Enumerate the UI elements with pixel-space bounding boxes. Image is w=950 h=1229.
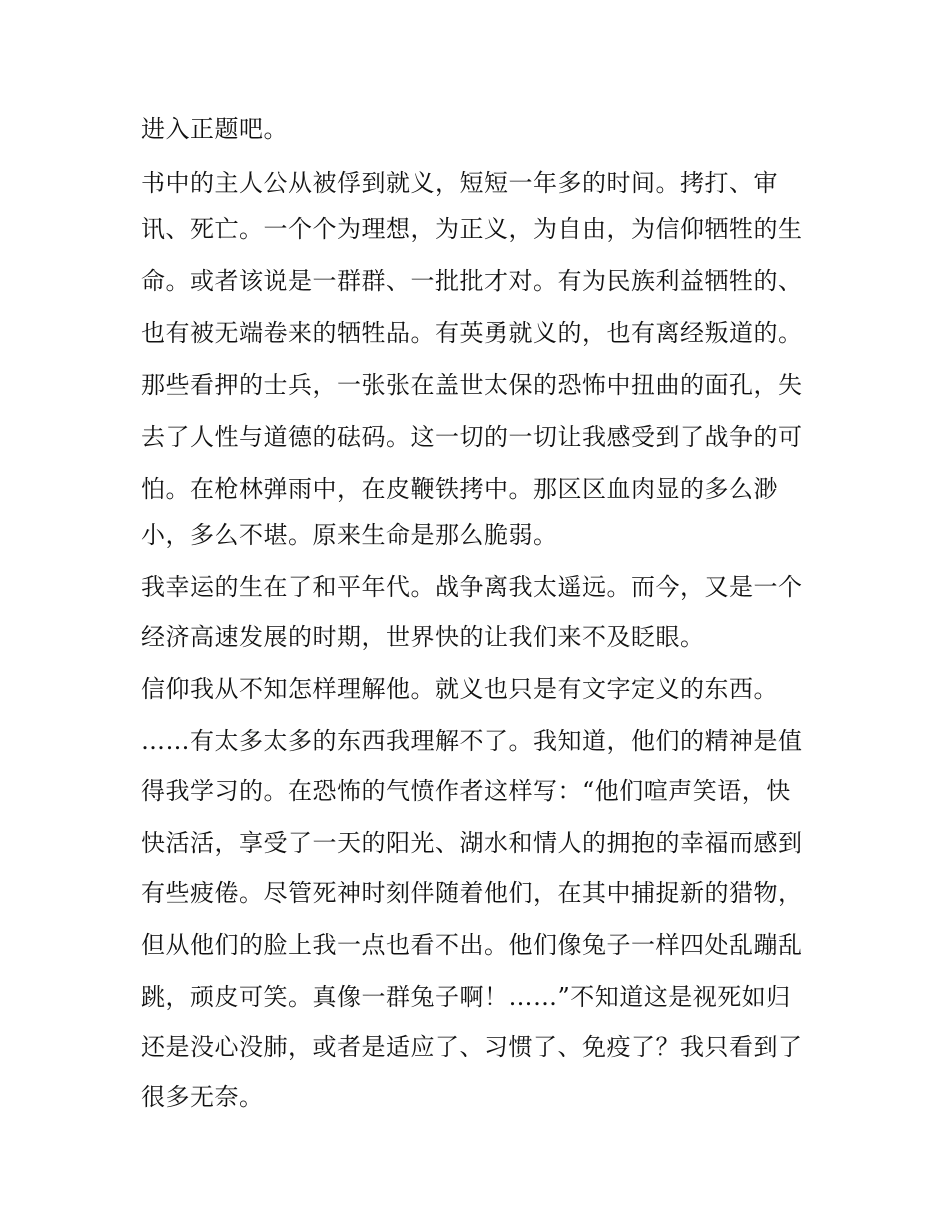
text-line: 进入正题吧。 (141, 115, 288, 143)
text-line: 也有被无端卷来的牺牲品。有英勇就义的，也有离经叛道的。 (141, 319, 803, 347)
text-line: 信仰我从不知怎样理解他。就义也只是有文字定义的东西。 (141, 675, 778, 703)
text-line: 怕。在枪林弹雨中，在皮鞭铁拷中。那区区血肉显的多么渺 (141, 475, 778, 503)
text-line: 我幸运的生在了和平年代。战争离我太遥远。而今，又是一个 (141, 573, 803, 601)
text-line: 还是没心没肺，或者是适应了、习惯了、免疫了？我只看到了 (141, 1033, 803, 1061)
text-line: 得我学习的。在恐怖的气愤作者这样写：“他们喧声笑语，快 (141, 777, 791, 805)
text-line: 跳，顽皮可笑。真像一群兔子啊！……”不知道这是视死如归 (141, 983, 791, 1011)
text-line: 很多无奈。 (141, 1083, 264, 1111)
text-line: 去了人性与道德的砝码。这一切的一切让我感受到了战争的可 (141, 423, 803, 451)
text-line: 那些看押的士兵，一张张在盖世太保的恐怖中扭曲的面孔，失 (141, 371, 803, 399)
text-line: 讯、死亡。一个个为理想，为正义，为自由，为信仰牺牲的生 (141, 215, 803, 243)
text-line: 小，多么不堪。原来生命是那么脆弱。 (141, 521, 558, 549)
text-line: 但从他们的脸上我一点也看不出。他们像兔子一样四处乱蹦乱 (141, 931, 803, 959)
text-line: ……有太多太多的东西我理解不了。我知道，他们的精神是值 (141, 727, 803, 755)
text-line: 经济高速发展的时期，世界快的让我们来不及眨眼。 (141, 623, 705, 651)
text-line: 快活活，享受了一天的阳光、湖水和情人的拥抱的幸福而感到 (141, 829, 803, 857)
text-line: 有些疲倦。尽管死神时刻伴随着他们，在其中捕捉新的猎物， (141, 879, 803, 907)
text-line: 命。或者该说是一群群、一批批才对。有为民族利益牺牲的、 (141, 267, 803, 295)
text-line: 书中的主人公从被俘到就义，短短一年多的时间。拷打、审 (141, 169, 778, 197)
